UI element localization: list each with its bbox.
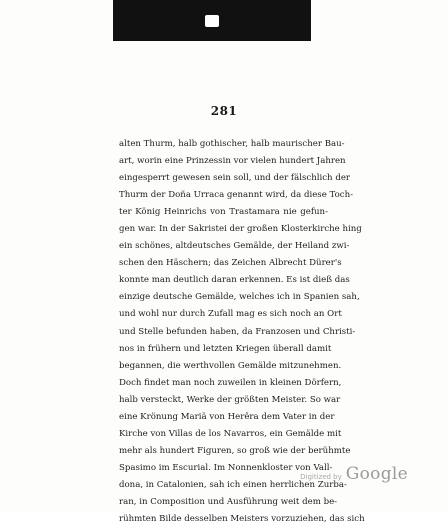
watermark-prefix: Digitized by [300, 473, 342, 481]
text-line: rühmten Bilde desselben Meisters vorzuziehen, das sich [119, 514, 365, 525]
digitized-watermark [300, 464, 408, 484]
text-line: halb versteckt, Werke der größten Meister. So war [119, 394, 341, 405]
text-line: Doch findet man noch zuweilen in kleinen Dörfern, [119, 377, 342, 388]
text-line: alten Thurm, halb gothischer, halb maurischer Bau- [119, 139, 345, 149]
text-line: und Stelle befunden haben, da Franzosen und Christi- [119, 326, 356, 337]
watermark-brand: Google [345, 464, 408, 484]
body-text [119, 136, 365, 528]
text-line: Thurm der Doña Urraca genannt wird, da diese Toch- [119, 190, 354, 201]
text-line: nos in frühern und letzten Kriegen überall damit [119, 343, 332, 354]
text-line: eingesperrt gewesen sein soll, und der fälschlich der [119, 173, 351, 184]
scan-header-bar [113, 0, 311, 41]
scan-mark [205, 15, 219, 27]
text-line: mehr als hundert Figuren, so groß wie der berühmte [119, 445, 351, 456]
text-line: gen war. In der Sakristei der großen Klosterkirche hing [119, 224, 362, 235]
text-line: konnte man deutlich daran erkennen. Es ist dieß das [119, 275, 350, 286]
text-line: und wohl nur durch Zufall mag es sich noch an Ort [119, 309, 342, 320]
text-line: einzige deutsche Gemälde, welches ich in Spanien sah, [119, 292, 360, 303]
text-line: art, worin eine Prinzessin vor vielen hundert Jahren [119, 156, 346, 167]
text-line: Spasimo im Escurial. Im Nonnenkloster von Vall- [119, 462, 333, 473]
text-line: begannen, die werthvollen Gemälde mitzunehmen. [119, 360, 342, 371]
text-line: schen den Häschern; das Zeichen Albrecht Dürer's [119, 258, 342, 269]
text-line: ter König Heinrichs von Trastamara nie gefun- [119, 207, 328, 218]
page-number: 281 [210, 104, 238, 118]
text-line: Kirche von Villas de los Navarros, ein Gemälde mit [119, 428, 342, 439]
text-line: ran, in Composition und Ausführung weit dem be- [119, 496, 338, 507]
text-line: ein schönes, altdeutsches Gemälde, der Heiland zwi- [119, 241, 350, 252]
text-line: eine Krönung Mariä von Herêra dem Vater in der [119, 411, 335, 422]
text-line: dona, in Catalonien, sah ich einen herrlichen Zurba- [119, 479, 347, 490]
